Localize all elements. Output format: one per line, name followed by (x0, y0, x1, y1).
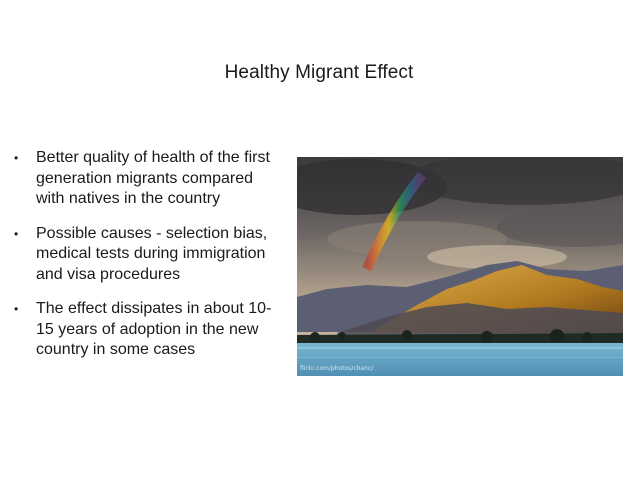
bullet-text: Better quality of health of the first generation migrants compared with natives in the country (36, 149, 270, 207)
bullet-dot-icon: • (14, 151, 19, 165)
bullet-text: The effect dissipates in about 10-15 years of adoption in the new country in some cases (36, 300, 272, 358)
landscape-photo (297, 157, 623, 376)
bullet-dot-icon: • (14, 226, 19, 241)
bullet-item (14, 224, 276, 286)
bullet-item (14, 148, 276, 210)
bullet-list (14, 148, 276, 375)
bullet-text: Possible causes - selection bias, medical tests during immigration and visa procedures (36, 224, 268, 283)
slide-title: Healthy Migrant Effect (224, 62, 414, 83)
bullet-dot-icon: • (14, 302, 19, 316)
rainbow-landscape-image (297, 157, 623, 376)
photo-credit: flickr.com/photos/chanc/ (300, 365, 374, 372)
bullet-item (14, 299, 276, 361)
